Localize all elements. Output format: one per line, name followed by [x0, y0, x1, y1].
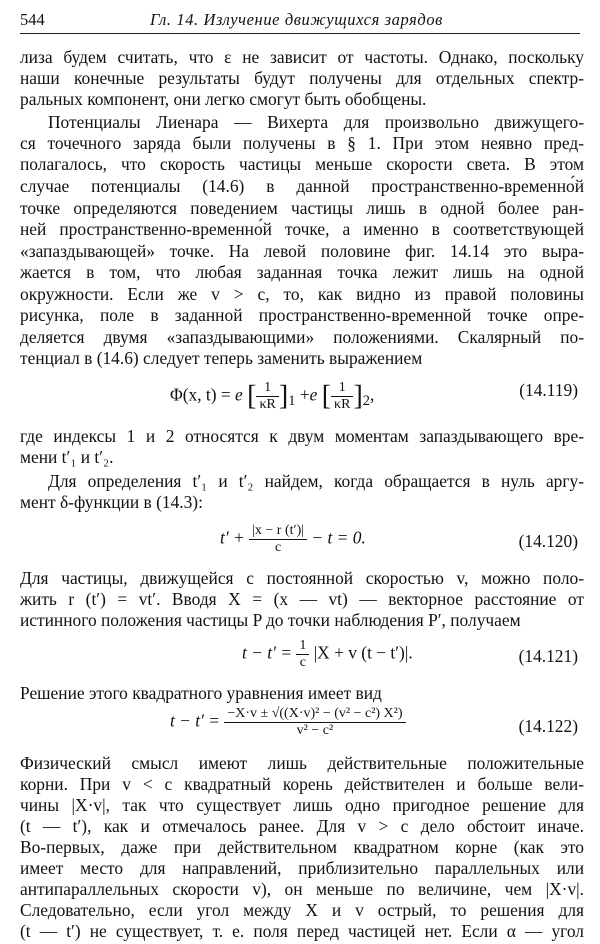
- text-line: ней пространственно-временно́й точке, а именно в соответствующей: [20, 218, 584, 239]
- text-line: имеет место для направлений, приблизительно параллельных или: [20, 858, 584, 878]
- equation-number: (14.122): [518, 716, 578, 737]
- text-line: (t — t′) не существует, т. е. поля перед частицей нет. Если α — угол: [20, 921, 584, 941]
- text-line: (t — t′), как и отмечалось ранее. Для v > c дело обстоит иначе.: [20, 816, 584, 836]
- equation-body: t − t′ = $\frac{1}{c}$ |X + v (t − t′)|.: [242, 637, 413, 670]
- text-line: Физический смысл имеют лишь действительные положительные: [20, 753, 584, 774]
- page-number: 544: [20, 10, 45, 29]
- text-line: истинного положения частицы P до точки наблюдения P′, получаем: [20, 609, 521, 630]
- header-rule: [20, 33, 580, 34]
- text-line: Решение этого квадратного уравнения имеет вид: [20, 682, 382, 703]
- equation-number: (14.119): [519, 380, 578, 401]
- text-line: Следовательно, если угол между X и v острый, то решения для: [20, 900, 584, 920]
- text-line: жается в том, что любая заданная точка лежит лишь на одной: [20, 261, 584, 282]
- equation-14-119: [20, 372, 584, 416]
- text-line: тенциал в (14.6) следует теперь заменить выражением: [20, 347, 423, 368]
- equation-body: t′ + $\frac{|x - r (t')|}{c}$ − t = 0.: [220, 523, 366, 556]
- text-line: антипараллельных скорости v), он меньше по величине, чем |X·v|.: [20, 879, 584, 899]
- text-line: полагалось, что скорость частицы меньше скорости света. В этом: [20, 153, 584, 174]
- text-line: рисунка, поле в заданной пространственно-временной точке опре-: [20, 304, 584, 325]
- text-line: случае потенциалы (14.6) в данной пространственно-временно́й: [20, 175, 584, 196]
- text-line: Во-первых, даже при действительном квадратном корне (как это: [20, 837, 584, 857]
- text-line: мени t′₁ и t′₂.: [20, 446, 114, 467]
- chapter-title: Гл. 14. Излучение движущихся зарядов: [150, 10, 443, 29]
- text-line: чины |X·v|, так что существует лишь одно пригодное решение для: [20, 795, 584, 816]
- text-line: «запаздывающей» точке. На левой половине фиг. 14.14 это выра-: [20, 240, 584, 261]
- text-line: корни. При v < c квадратный корень действителен и больше вели-: [20, 774, 584, 795]
- equation-number: (14.120): [518, 531, 578, 552]
- text-line: мент δ-функции в (14.3):: [20, 491, 203, 512]
- text-line: деляется двумя «запаздывающими» положениями. Скалярный по-: [20, 326, 584, 347]
- equation-14-122: [20, 706, 584, 750]
- equation-body: t − t′ = $\frac{\text{−X·v ± √((X·v)² − (v² − c²) X²)}}{\text{v² − c²}}$: [170, 706, 406, 739]
- equation-14-121: [20, 634, 584, 678]
- text-line: Для частицы, движущейся с постоянной скоростью v, можно поло-: [20, 568, 584, 588]
- text-line: Для определения t′₁ и t′₂ найдем, когда обращается в нуль аргу-: [48, 470, 584, 491]
- text-line: окружности. Если же v > c, то, как видно из правой половины: [20, 283, 584, 304]
- equation-number: (14.121): [518, 645, 578, 666]
- text-line: лиза будем считать, что ε не зависит от частоты. Однако, поскольку: [20, 47, 584, 67]
- text-line: ся точечного заряда были получены в § 1. При этом неявно пред-: [20, 132, 584, 153]
- text-line: ральных компонент, они легко смогут быть обобщены.: [20, 89, 427, 109]
- equation-body: Φ(x, t) = e [ $\frac{1}{\kappa R}$ ]$_1 +e$ [ $\frac{1}{\kappa R}$ ]$_2$,: [170, 380, 375, 413]
- text-line: точке определяются поведением частицы лишь в одной более ран-: [20, 197, 584, 218]
- text-line: Потенциалы Лиенара — Вихерта для произвольно движущего-: [48, 111, 584, 132]
- running-header: [20, 10, 580, 32]
- text-line: где индексы 1 и 2 относятся к двум моментам запаздывающего вре-: [20, 425, 584, 446]
- text-line: жить r (t′) = vt′. Вводя X = (x — vt) — векторное расстояние от: [20, 589, 584, 609]
- equation-14-120: [20, 517, 584, 561]
- text-line: наши конечные результаты будут получены для отдельных спектр-: [20, 68, 584, 88]
